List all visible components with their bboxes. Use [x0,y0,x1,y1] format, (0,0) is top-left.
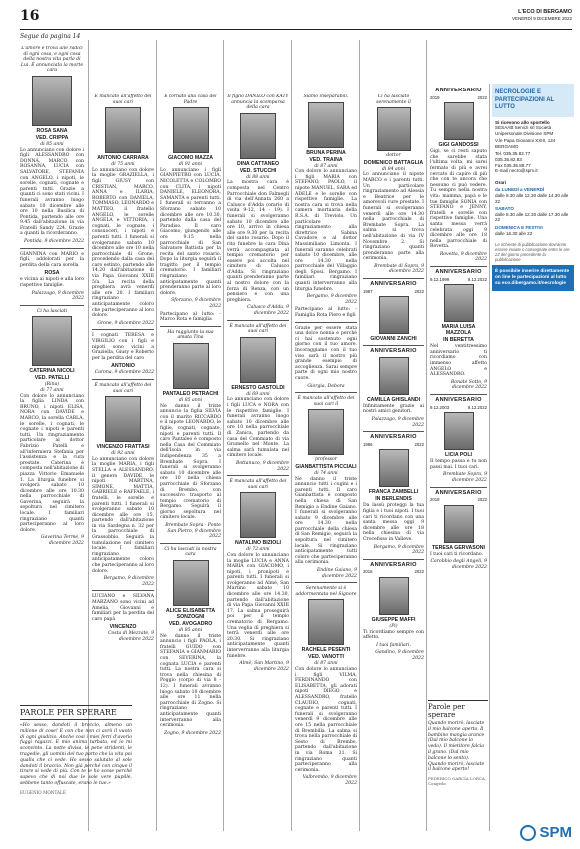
anniversary-heading: ANNIVERSARIO [370,281,417,288]
notice-intro: È mancata all'affetto dei suoi cari [229,479,287,490]
parole-text: «Ho sesso, dandoti il broccio, almeno un milione di cose! E con che non ci avrò il vuoto di ogni giudizio. Anche così i miei ferri d'avorio fuggi ragazzi. E mio anima turbata, ed io mi sconvinto. La notte divisa, le pene stridenti, le tragedie, gli uomini del tuo parto che la vita poi qualla che ci vede. Ho sesso salutato al sole dandoti il braccio. Non già perché con cinque il tirare si vede di più. Con te le ho scese perché sapevo che di noi due le sole vere pupille, sebbene tanto offuscate, erano le tue.» [20,723,132,786]
deceased-age: di 72 anni [246,547,270,553]
deceased-name: GIGI GANDOSSI [438,142,479,149]
deceased-age: di 85 anni [40,141,64,147]
portrait-photo [32,316,72,366]
divider [363,559,424,560]
deceased-subname: VED. VANOTTI [308,654,344,661]
notice-date: Brembate Sopra - Ponte San Pietro, 9 dicembre 2022 [165,523,221,540]
notice-body: Da lassù proteggi la tua figlia e i tuoi nipoti. I tuoi cari ti ricordano con una santa messa oggi 9 dicembre alle ore 18 nella chiesina di via Crocefisso in Valleve. [363,503,424,542]
notice-body: I cognati TERESA e VIRGILIO con i figli e nipoti sono vicini a Graziella, Giusy e Roberto per la perdita del caro [92,333,154,361]
portrait-photo [377,107,411,151]
notice-date: Brembate Sopra, 9 dicembre 2022 [443,472,487,483]
anniversary-heading: ANNIVERSARIO [370,434,417,441]
notice-date: Sforzano, 9 dicembre 2022 [171,298,221,310]
notice-body: e vicina ai nipoti e alla loro rispettive famiglie. [20,277,84,289]
notice-intro: Ci ha lasciati la nostra cara [164,546,217,558]
deceased-name: PANTALEO PETRACHI [162,391,219,397]
divider [227,475,289,476]
spm-logo-text: SPM [539,823,572,841]
parole-text: Quando morirò, lasciate il mio balcone aperto. Il bambino mangia arance (Dal mio balcone lo vedo). Il mietitore falcia il grano. (Dal mio balcone lo sento). Quando morirò, lasciate il balcone aperto! [428,721,485,773]
deceased-age: di 92 anni [111,451,135,457]
anniversary-heading: ANNIVERSARIO [370,348,417,355]
date-from: 2016 [363,569,373,575]
notice-date: Carona, 9 dicembre 2022 [94,370,154,376]
column-divider [426,40,427,831]
hours-title: Orari [495,179,506,185]
notice-intro: Serenamente si è addormentata nel Signore [295,586,357,597]
column-3 [160,94,221,836]
deceased-name: ERNESTO GASTOLDI [231,384,285,391]
hours-sunday: dalle 16.30 alle 22 [495,230,533,236]
info-intro: Si ricevono allo sportello [495,119,550,125]
column-7 [430,88,487,696]
column-divider [489,84,490,831]
date-to: 9.12.2022 [467,404,487,410]
date-from: 9.12.1999 [430,276,450,282]
parole-author: FEDERICO GARCÍA LORCA, Congedo [428,776,487,787]
deceased-name: RACHELE PESENTI [301,647,351,654]
portrait-photo [173,343,209,389]
notice-body: Gigi, se ci resti saputo che sarebbe stata l'ultima volta, mi sarei fermato di più e avrei cercato di capire di più che con te ancora che nessuno ci può vedere. Tu sempre nella nostra vita: mamma, papà e le tue famiglie SONIA con STEFANO e JENNY, fratelli e sorelle con rispettive famiglie. Una santa messa verrà celebrata oggi 9 dicembre alle ore 18 nella parrocchiale di Rovetta. [430,149,487,250]
notice-date: Palazzago, 9 dicembre 2022 [31,290,84,302]
anniversary-dates [363,569,424,575]
hours-sunday-label: DOMENICA E FESTIVI [495,225,543,230]
notice-body: LUCIANO e SILVANA MARZANO sono vicini ad Amelia, Giovanni e familiari per la perdita del caro papà [92,594,154,622]
office-phone-2: 035.35.82.83 [495,157,522,163]
notice-date: Palazzago, 9 dicembre 2022 [371,417,424,428]
deceased-name: DINA CATTANEO [237,160,279,167]
notice-body: Ne danno il triste annuncio i figli PAOLA, i fratelli GUIDO con STEFANIA e GIANMARIO con SEVERINA, la cognata LUCIA e parenti tutti. La nostra cara si trova nella chiesina di Poggio (corpo di via 8 - 12). I funerali avranno luogo sabato 10 dicembre alle ore 11 nella parrocchiale di Zogno. Si ringraziano anticipatamente quanti interverranno alla cerimonia. [160,633,221,729]
parole-per-sperare-box [20,705,132,795]
column-divider [359,40,360,831]
notice-date: Gandino, 9 dicembre 2022 [375,650,424,661]
notice-date: Costa di Mezzate, 9 dicembre 2022 [108,631,154,642]
notice-signature: I tuoi familiari. [376,642,411,648]
deceased-name: GIANBATTISTA PICCIALI [295,463,357,470]
notice-body: Lo annunciano con dolore la moglie MARIA, i figli STELLA e ALESSANDRO, il genero DAVIDE, le nipoti MARTINA, SIMONE, MATTIA, GABRIELE e RAFFAELE, i fratelli, le sorelle e parenti tutti. I funerali si svolgeranno sabato 10 dicembre alle ore 15, partendo dall'abitazione in via Sardegna n. 32 per la parrocchiale di Grassobbio. Seguirà la tumulazione nel cimitero locale. I familiari ringraziano anticipatamente coloro che parteciperanno al loro dolore. [92,456,154,574]
notice-body: Lo annunciano con dolore la moglie GRAZIELLA, i figli GIUSY con CRISTIAN, MARCO, ANNA e ILARIA, ROBERTO con DANIELA, TOMMASO, LEONARDO e MATTEO, il fratello ANGELO, le sorelle ANGELA e VITTORIA, i cognati, le cognate, i consuoceri, i nipoti e parenti tutti. I funerali si svolgeranno sabato 10 dicembre alle ore 10 nella parrocchiale di Grone, procedendo dalla casa del caro estinto, partendo alle 14.20 dall'abitazione di via Papa Giovanni XXIII 5/a. La recita della preghiera avrà venerdì alle ore 20. I familiari ringraziano anticipatamente coloro che parteciperanno al loro dolore. [92,167,154,319]
continued-label: Segue da pagina 14 [20,33,81,40]
divider [430,394,487,395]
anniversary-heading: ANNIVERSARIO [435,397,482,403]
anniversary-heading: ANNIVERSARIO [435,269,482,276]
deceased-subname: VED. STUCCHI [239,167,277,174]
portrait-photo [444,505,474,543]
deceased-name: GIUSEPPE MAFFI [371,616,416,623]
column-5 [295,94,357,836]
deceased-name: ALICE ELISABETTA SONZOGNI [165,608,216,621]
spm-logo-icon [520,825,536,841]
portrait-photo [173,560,209,606]
notice-intro: L'amore è trova alle radici di ogni cosa, e ogni cosa della nostra vita parla di Lui. È annunciata la morte cara [20,46,84,74]
portrait-photo [444,412,474,450]
divider [20,248,84,249]
anniversary-heading: ANNIVERSARIO [370,561,417,568]
anniversary-heading: ANNIVERSARIO [435,88,482,93]
anniversary-dates [430,277,487,283]
portrait-photo [240,113,276,159]
notice-body: Il tempo passa e tu non passi mai. I tuoi cari. [430,459,487,470]
divider [363,278,424,279]
notice-intro: Il figlio DANILO con KATY annuncia la scomparsa della cara [227,94,289,111]
notice-intro: È mancato all'affetto dei suoi cari il [297,396,355,407]
portrait-photo [379,296,409,334]
notice-body: Infinitamente grazie ai nostri amici genitori. [363,403,424,415]
spm-logo [520,824,572,841]
portrait-photo [444,102,474,140]
notice-intro: È mancato all'affetto dei suoi cari [94,94,152,105]
anniversary-dates [363,289,424,295]
portrait-photo [379,577,409,615]
parole-per-sperare-box-2 [428,700,488,786]
divider [295,582,357,583]
deceased-name: CAMILLA GHISLANDI [366,396,421,403]
notice-body: Con dolore lo annunciano i figli MARIA con STEFANO, PAOLO, il nipote MANUEL, SARA ed ADELE e le sorelle con rispettive famiglie. La nostra cara si trova nella camera mortuaria della R.S.A. di Treviolo. Un particolare ringraziamento alla direttrice Sabina Cavadore e al dottor Massimiliano Limonta. I funerali saranno celebrati sabato 10 dicembre, alle ore 14.30 nella parrocchiale del Villaggio degli Sposi. Bergamo. I familiari ringraziano quanti interverranno alla liturgia funebre. [295,169,357,292]
hours-weekday-label: da LUNEDÌ a VENERDÌ [495,187,545,193]
divider [430,487,487,488]
deceased-name: BRUNA PERINA [306,149,346,156]
divider [92,590,154,591]
deceased-name: GIACOMO MAZZA [168,155,213,162]
notice-date: Zogno, 9 dicembre 2022 [164,730,221,736]
portrait-photo [379,449,409,487]
notice-body: Con dolore lo annunciano la figlia LINDA con BRUNO, i nipoti ELISA, NORA con DAVIDE e MARCO, la sorella CARLA, le sorelle, i cognati, le cognate i nipoti e parenti tutti. Un ringraziamento particolare al dottor Fabrizio Patelli e all'infermiera Stefania per l'assistenza e la cura prestate. Caterina è composta nell'abitazione di piazza Vittorio Emanuele 1. La liturgia funebre si svolgerà sabato 10 dicembre alle ore 10.30 nella parrocchiale di Gaverina, seguirà la sepoltura nel cimitero locale. I familiari ringraziano quanti parteciperanno al loro dolore. [20,393,84,533]
deceased-title: dottor [386,153,401,159]
anniversary-dates [430,95,487,101]
portrait-photo [173,107,209,153]
publication-date: VENERDÌ 9 DICEMBRE 2022 [511,15,572,21]
deceased-age: di 85 anni [178,628,203,634]
portrait-photo [308,409,344,455]
deceased-age: di 85 anni [178,398,203,403]
notice-date: Endine Gaiano, 9 dicembre 2022 [316,568,357,579]
deceased-age: di 87 anni [314,661,338,667]
date-from: 1987 [363,288,373,294]
deceased-name: TERESA GERVASONI [432,544,485,551]
divider [295,392,357,393]
column-1 [20,46,84,698]
date-to: 9.12.2022 [467,276,487,282]
notice-date: Valbrembo, 9 dicembre 2022 [302,775,357,786]
notice-body: Partecipano al lutto: - Famiglia Rota Piero e figli [295,307,357,319]
anniversary-heading: ANNIVERSARIO [435,489,482,496]
deceased-age: di 75 anni [111,162,135,168]
notice-intro: È tornato alla casa del Padre [164,94,217,105]
office-info [492,117,574,177]
hours-saturday-label: SABATO [495,206,514,212]
notice-date: Pontida, 9 dicembre 2022 [24,239,84,245]
divider [295,322,357,323]
date-to: 2022 [414,569,424,575]
office-email[interactable]: E-mail necro@spm.it [495,168,538,174]
deceased-age: di 91 anni [178,162,203,168]
date-to: 2022 [414,288,424,294]
column-2 [92,94,154,698]
portrait-photo [105,396,141,442]
anniversary-dates [430,405,487,411]
divider [92,379,154,380]
column-6 [363,94,424,836]
date-to: 2022 [477,497,487,503]
notice-date: Calusco d'Adda, 9 dicembre 2022 [247,305,289,317]
deceased-age: di 88 anni [246,174,270,180]
info-company: SESAAB Servizi srl Società Unipersonale Divisione SPM [495,125,554,136]
notice-intro: È mancato all'affetto dei suoi cari [229,323,287,335]
deceased-title: professor [315,457,337,463]
deceased-name: ANTONIO [111,363,135,370]
date-from: 2018 [430,497,440,503]
page-number: 16 [20,8,40,24]
date-to: 2022 [414,441,424,447]
notice-body: Lo annunciano i figli GIANPIETRO con LUCIA, NICOLETTA e COLOMBO con CLITA, i nipoti DANIELE, ELEONORA, SAMANTA e parenti tutti. I funerali si terranno a Sforzano sabato 10 dicembre alle ore 10.30, partendo dalla casa del Paradiso. Il caro Giacomo, giungendo alle ore 9.15 nella parrocchiale di San Salvatore Battista per la recita del santo rosario. Dopo la liturgia seguirà il tragitto per il tempio crematorio. I familiari ringraziano anticipatamente quanti prenderanno parte al loro dolore. [160,167,221,296]
notice-date: Bottanuco, 9 dicembre 2022 [235,460,289,472]
hours-weekday: dalle 8.30 alle 12.30 dalle 14.30 alle 22 [495,193,569,204]
deceased-name: ROSA SANA [36,127,68,134]
deceased-name: ROSA [44,270,60,277]
necrology-sidebar [492,84,574,831]
notice-body: Lo annunciano con dolore i figli ALESSANDRO con DONNA, MARCO con ROSANNA, LUCIA con SALVATORE, STEFANIA con ANGELO, i nipoti, le sorelle, cognati, cognate e parenti tutti. Grazie a quanti ci sono stati vicini. I funerali avranno luogo sabato 10 dicembre alle ore 10 nella Basilica di Pontida, partendo alle ore 9.45 dall'abitazione in via Fratelli Sandy 224. Grazie a quanti la ricorderanno. [20,147,84,237]
column-divider [223,40,224,831]
notice-date: Bergamo, 9 dicembre 2022 [373,544,424,556]
notice-intro: Ha raggiunto la sua amata Tina [167,329,214,341]
notice-intro: È mancato all'affetto dei suoi cari [94,382,152,394]
sidebar-title: NECROLOGIE E PARTECIPAZIONI AL LUTTO [492,84,574,117]
deceased-name: DOMENICO BATTAGLIA [363,159,424,166]
portrait-photo [308,599,344,645]
deceased-age: di 77 anni [40,388,64,393]
online-promo[interactable]: È possibile inserire direttamente on line le partecipazioni al lutto su eco.dibergamo.it/necrologie [492,265,574,290]
deceased-name: VINCENZO [109,624,137,631]
notice-body: Grazie per essere stata una dolce nonna e perché ci hai sostenuto ogni giorno con il tuo amore. Incoraggiamo con il tuo viso sarà il nostro più grande esempio di accoglienza. Sarai sempre parte di ogni mio nostro cuore. [295,325,357,381]
notice-date: Brembate di Sopra, 9 dicembre 2022 [374,263,424,275]
anniversary-dates [430,497,487,503]
divider [430,266,487,267]
divider [227,320,289,321]
deceased-name: CATERINA NICOLI [29,368,75,375]
deceased-age: di 87 anni [314,163,338,169]
notice-body: Lo annunciano il nipote MARCO e i parenti tutti. Un particolare ringraziamento ad Alessia e Beatrice per le amorevoli cure prestate. I funerali si svolgeranno venerdì alle ore 14.30 nella parrocchiale di Brembate Sopra. La salma si trova nell'abitazione di via IV Novembre 2. Si ringraziano quanti prenderanno parte alla cerimonia. [363,172,424,262]
anniversary-dates [363,442,424,448]
deceased-name: GIOVANNI ZANCHI [370,336,417,343]
date-from: 9.12.2003 [430,404,450,410]
divider [363,431,424,432]
divider [20,305,84,306]
column-divider [156,40,157,831]
notice-intro: Ci ha lasciato serenamente il [376,94,411,105]
page-header [20,8,572,30]
date-from: 1986 [363,441,373,447]
notice-date: Bonate Sotto, 9 dicembre 2022 [450,379,487,391]
portrait-photo [32,76,72,126]
date-from: 2019 [430,94,440,100]
portrait-photo [105,107,141,153]
deceased-subname: IN BERETTA [443,337,474,344]
office-fax: Fax 035.35.88.77 [495,162,531,168]
deceased-subname: VED. CRIPPA [35,134,69,141]
notice-body: Lo annunciano con dolore i figli LUCA e NORA con le rispettive famiglie. I funerali avranno luogo sabato 10 dicembre alle ore 10 nella parrocchiale di Zanica, partendo da casa del Commiato di via Grumello nel Monte. La salma sarà tumulata nel cimitero locale. [227,397,289,459]
deceased-nickname: (Pi) [389,623,398,629]
notice-body: Ne danno il triste annuncio tutti i cugini e i parenti tutti. Il caro Gianbattista è composto nella chiesa di San Remigio a Endine Gaiano. I funerali si svolgeranno sabato 9 dicembre alle ore 14.30 nella parrocchiale della chiesa di San Remigio, seguirà la sepoltura nel cimitero locale. Si ringraziano anticipatamente tutti coloro che parteciperanno alla cerimonia. [295,476,357,566]
notice-body: Ne danno il triste annuncio la figlia SILVIA con il marito RICCARDO e il nipote LEONARDO, le figlie, cognati, cognate, nipoti e parenti tutti. Il caro Pantaleo è composto nella Casa del Commiato dell'Isola in via Indipendenza 35 a Brembate Sopra. I funerali si svolgeranno sabato 10 dicembre alle ore 10 nella chiesa parrocchiale di Sforzano di Brembo, con successivo trasporto al tempio crematorio di Bergamo. Seguirà il giorno sepoltura nel cimitero locale. [160,403,221,521]
deceased-nickname: (Rina) [44,382,60,388]
notice-body: Nel ventitreesimo anniversario ti ricordiamo con immenso affetto ANGELO e ALESSANDRO. [430,344,487,378]
publication-line [512,9,572,21]
office-phone: Tel. 035.35.82.77 [495,151,531,157]
column-divider [291,40,292,831]
notice-date: Gaverina Terme, 9 dicembre 2022 [40,535,84,547]
publication-name: L'ECO DI BERGAMO [518,9,572,15]
parole-author: EUGENIO MONTALE [20,789,66,795]
hours-saturday: dalle 8.30 alle 12.30 dalle 17.30 alle 22 [495,211,569,223]
notice-signature: Giorgia, Debora [307,383,345,389]
notice-date: Almè, San Martino, 9 dicembre 2022 [239,661,289,672]
opening-hours [492,177,574,239]
deceased-age: di 74 anni [314,470,338,476]
deceased-name: MARIA LUISA MAZZOLA [441,324,476,337]
divider [160,543,221,544]
notice-body: I tuoi cari ti ricordano. [430,551,483,557]
deceased-name: FRANCA ZAMBELLI [368,489,419,496]
notice-body: Partecipano al lutto: - Marco Rota e famiglia [160,311,221,323]
office-address: V.le Papa Giovanni XXIII, 124 BERGAMO [495,138,556,149]
notice-body: La mostra cara è composta nel Centro Parrocchiale don Falmegli di via dell'Annata 260 a Calusco d'Adda (orario di visita 9-12, 14 - 19). I funerali si svolgeranno sabato 10 dicembre alle ore 10, arrivo in chiesa alle ore 9.30 per la recita del santo rosario. Dopo il rito funebre la cara Dina verrà accompagnata al tempio crematorio per essere poi accolta nel cimitero di Calusco d'Adda. Si ringraziano quanti prenderanno parte al nostro dolore con la forza di Renza, con un pensiero e con una preghiera. [227,180,289,303]
notice-body: GIANNINA con MARIO e figli, addolorati per la perdita della cara sorella [20,251,84,268]
divider [92,329,154,330]
deceased-name: VINCENZO FRATTASI [96,444,150,451]
notice-intro: Ci ha lasciati [36,308,68,314]
notice-body: Con dolore lo annunciano la moglie LUCIA e ANNA MARIA con GIACOMO, i nipoti, i pronipoti e parenti tutti. I funerali si svolgeranno ad Almè, San Martino sabato 10 dicembre alle ore 14.30, partendo dall'abitazione di via Papa Giovanni XXIII 17. La salma proseguirà poi per il tempio crematorio di Bergamo. Una veglia di preghiera si terrà venerdì alle ore 20.30. Si ringraziano anticipatamente quanti interverranno alla liturgia funebre. [227,552,289,659]
deceased-age: di 84 anni [381,166,406,172]
notice-intro: Siamo inseparabili. [303,94,349,99]
submission-note: Le richieste di pubblicazione dovranno essere inviate o consegnate entro le ore 22 del giorno precedente la pubblicazione [495,242,570,263]
notice-body: Con dolore lo annunciano i figli VILMA, FERDINANDO con ELISABETTA, gli adorati nipoti DIEGO e ALESSANDRO, fratello CLAUDIO, cognati, cognate e parenti tutti. I funerali si svolgeranno venerdì 9 dicembre alle ore 15 nella parrocchiale di Brembilla. La salma si trova nella parrocchiale di Sesto di Brembo, partendo dall'abitazione in via Roma 31. Si ringraziano quanti parteciperanno alla cerimonia. [295,667,357,773]
notice-date: Rovetta, 9 dicembre 2022 [439,251,487,263]
deceased-name: ANTONIO CARRARA [97,155,149,162]
deceased-name: LICIA POLI [445,452,472,459]
column-4 [227,94,289,836]
notice-date: Bergamo, 9 dicembre 2022 [306,294,357,305]
notice-body: Ti ricordiamo sempre con affetto. [363,629,424,641]
notice-date: Grone, 9 dicembre 2022 [97,320,154,326]
deceased-subname: VED. PATELLI [34,375,70,382]
notice-date: Carobbio degli Angeli, 9 dicembre 2022 [430,559,487,570]
portrait-photo [308,102,344,148]
deceased-subname: IN BERLENDIS [375,496,412,503]
deceased-age: di 69 anni [246,391,270,397]
divider [363,345,424,346]
parole-title: PAROLE PER SPERARE [20,705,132,720]
date-to: 2022 [477,94,487,100]
parole-title: Parole per sperare [428,700,488,719]
notice-date: Bergamo, 9 dicembre 2022 [103,576,154,587]
deceased-name: NATALINO BIZIOLI [235,540,281,547]
divider [160,326,221,327]
portrait-photo [240,492,276,538]
deceased-subname: VED. AVOGADRO [168,621,213,628]
portrait-photo [379,357,409,395]
deceased-subname: VED. TRAINA [309,156,343,163]
portrait-photo [240,337,276,383]
portrait-photo [444,284,474,322]
